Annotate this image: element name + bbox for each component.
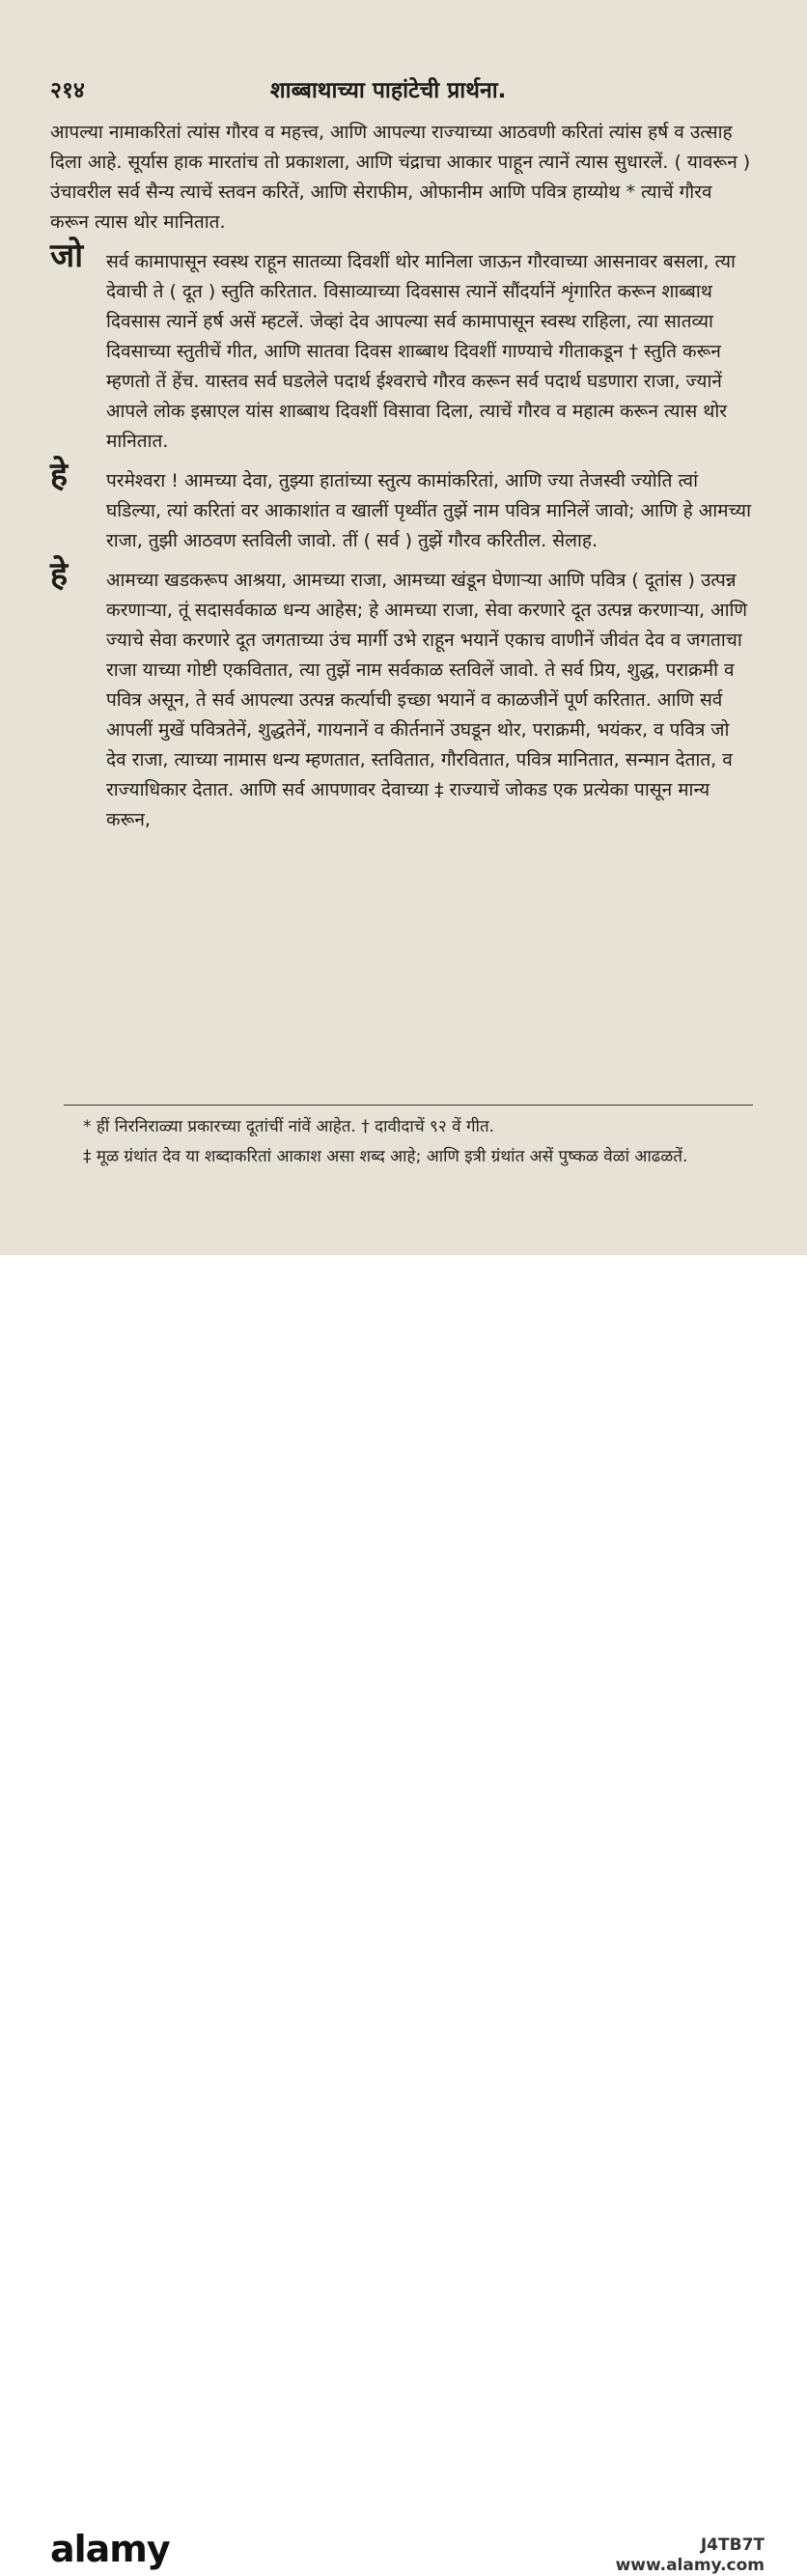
alamy-logo: alamy	[50, 2528, 170, 2570]
paragraph-text: आमच्या खडकरूप आश्रया, आमच्या राजा, आमच्या खंडून घेणाऱ्या आणि पवित्र ( दूतांस ) उत्पन्न करणाऱ्या, तूं सदासर्वकाळ धन्य आहेस; हे आमच्या राजा, सेवा करणारे दूत उत्पन्न करणाऱ्या, आणि ज्याचे सेवा करणारे दूत जगताच्या उंच मार्गी उभे राहून भयानें एकाच वाणीनें जीवंत देव व जगताचा राजा याच्या गोष्टी एकवितात, त्या तुझें नाम सर्वकाळ स्तविलें जावो. ते सर्व प्रिय, शुद्ध, पराक्रमी व पवित्र असून, ते सर्व आपल्या उत्पन्न कर्त्याची इच्छा भयानें व काळजीनें पूर्ण करितात. आणि सर्व आपलीं मुखें पवित्रतेनें, शुद्धतेनें, गायनानें व कीर्तनानें उघडून थोर, पराक्रमी, भयंकर, व पवित्र जो देव राजा, त्याच्या नामास धन्य म्हणतात, स्तवितात, गौरवितात, पवित्र मानितात, सन्मान देतात, व राज्याधिकार देतात. आणि सर्व आपणावर देवाच्या ‡ राज्याचें जोकड एक प्रत्येका पासून मान्य करून,	[106, 570, 748, 830]
body-text	[50, 118, 755, 835]
page-header	[50, 73, 765, 108]
paragraph-text: परमेश्वरा ! आमच्या देवा, तुझ्या हातांच्या स्तुत्य कामांकरितां, आणि ज्या तेजस्वी ज्योति त्वां घडिल्या, त्यां करितां वर आकाशांत व खालीं पृथ्वींत तुझें नाम पवित्र मानिलें जावो; आणि हे आमच्या राजा, तुझी आठवण स्तविली जावो. तीं ( सर्व ) तुझें गौरव करितील. सेलाह.	[106, 470, 752, 551]
image-id: J4TB7T	[700, 2535, 765, 2555]
footnotes	[83, 1112, 759, 1172]
watermark-bar	[0, 1255, 807, 2575]
footnote-divider	[64, 1105, 753, 1106]
site-url: www.alamy.com	[615, 2556, 765, 2575]
footnote-2: ‡ मूळ ग्रंथांत देव या शब्दाकरितां आकाश असा शब्द आहे; आणि इत्री ग्रंथांत असें पुष्कळ वेळां आढळतें.	[83, 1147, 688, 1166]
paragraph-text: सर्व कामापासून स्वस्थ राहून सातव्या दिवशीं थोर मानिला जाऊन गौरवाच्या आसनावर बसला, त्या देवाची ते ( दूत ) स्तुति करितात. विसाव्याच्या दिवसास त्यानें सौंदर्यानें शृंगारित करून शाब्बाथ दिवसास त्यानें हर्ष असें म्हटलें. जेव्हां देव आपल्या सर्व कामापासून स्वस्थ राहिला, त्या सातव्या दिवसाच्या स्तुतीचें गीत, आणि सातवा दिवस शाब्बाथ दिवशीं गाण्याचे गीताकडून † स्तुति करून म्हणतो तें हेंच. यास्तव सर्व घडलेले पदार्थ ईश्वराचे गौरव करून सर्व पदार्थ घडणारा राजा, ज्यानें आपले लोक इस्राएल यांस शाब्बाथ दिवशीं विसावा दिला, त्याचें गौरव व महात्म करून त्यास थोर मानितात.	[106, 251, 736, 452]
running-title: शाब्बाथाच्या पाहांटेची प्रार्थना.	[270, 78, 507, 103]
footnote-1: * हीं निरनिराळ्या प्रकारच्या दूतांचीं नांवें आहेत. † दावीदाचें ९२ वें गीत.	[83, 1117, 495, 1136]
paragraph-3	[50, 456, 755, 556]
watermark-id	[616, 2535, 765, 2576]
paragraph-text: आपल्या नामाकरितां त्यांस गौरव व महत्त्व, आणि आपल्या राज्याच्या आठवणी करितां त्यांस हर्ष व उत्साह दिला आहे. सूर्यास हाक मारतांच तो प्रकाशला, आणि चंद्राचा आकार पाहून त्यानें त्यास सुधारलें. ( यावरून ) उंचावरील सर्व सैन्य त्याचें स्तवन करितें, आणि सेराफीम, ओफानीम आणि पवित्र हाय्योथ * त्याचें गौरव करून त्यास थोर मानितात.	[50, 122, 751, 233]
page-number: २१४	[50, 78, 85, 103]
paragraph-2	[50, 237, 755, 457]
drop-cap: जो	[50, 237, 84, 275]
paragraph-1	[50, 118, 755, 238]
drop-cap: हे	[50, 456, 69, 494]
scanned-page	[0, 0, 807, 1255]
drop-cap: हे	[50, 555, 69, 594]
paragraph-4	[50, 555, 755, 835]
